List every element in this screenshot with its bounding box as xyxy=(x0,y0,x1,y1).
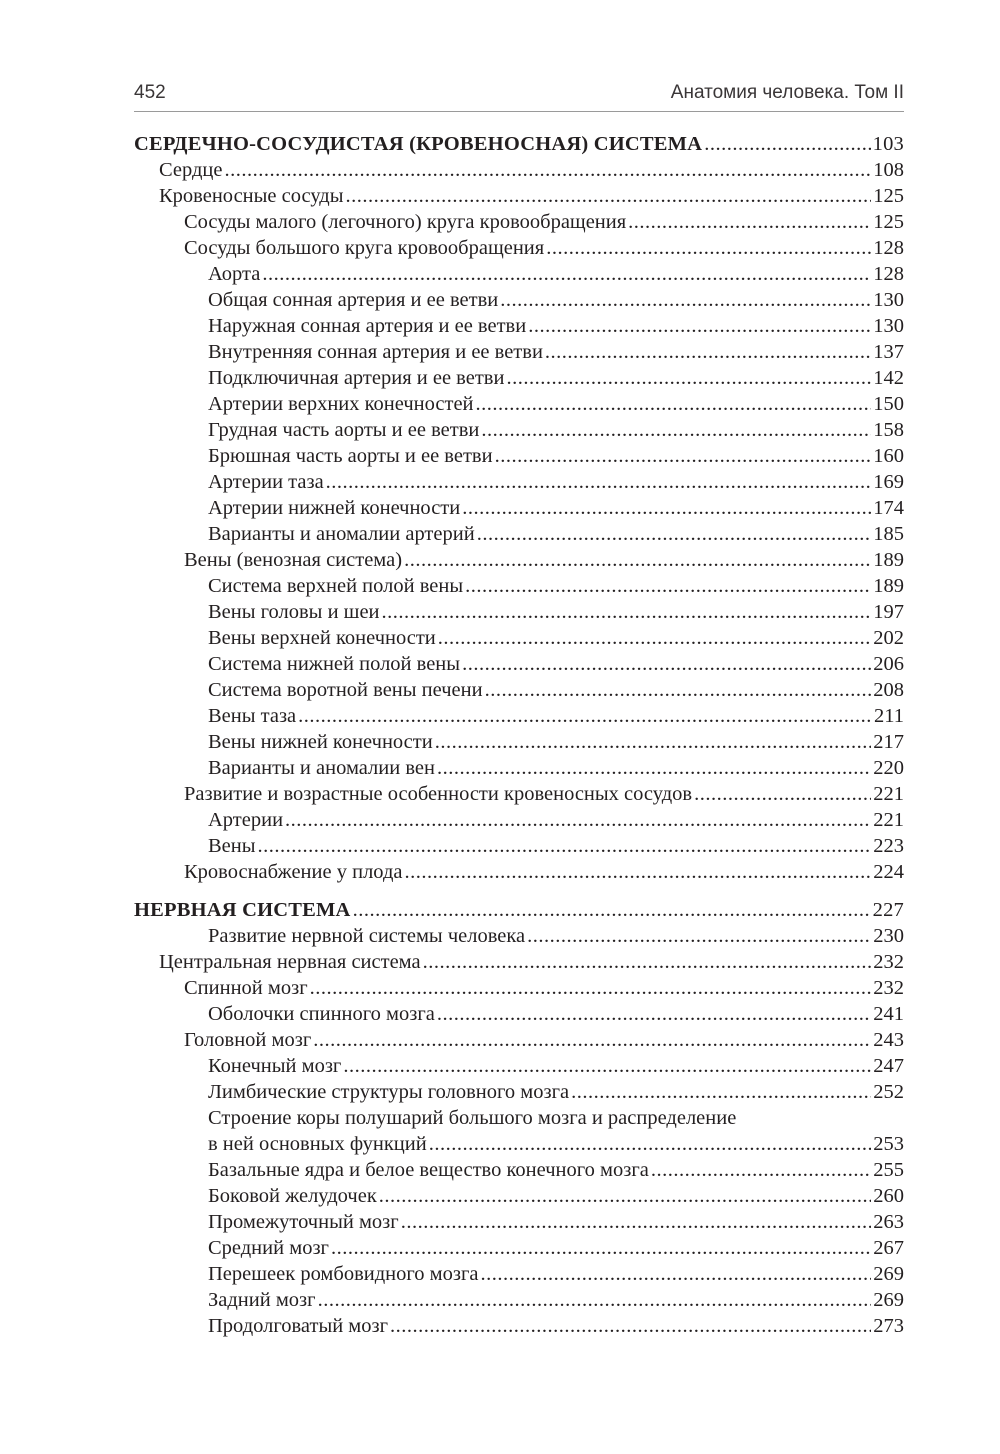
dot-leader xyxy=(285,807,871,833)
toc-entry-page: 197 xyxy=(873,601,904,623)
toc-entry[interactable] xyxy=(134,1157,904,1183)
toc-entry-title: Артерии xyxy=(208,809,284,831)
dot-leader xyxy=(462,495,871,521)
dot-leader xyxy=(343,1053,871,1079)
toc-entry-page: 158 xyxy=(873,419,904,441)
toc-entry-page: 103 xyxy=(872,133,904,155)
toc-entry[interactable] xyxy=(134,729,904,755)
dot-leader xyxy=(527,923,871,949)
toc-entry[interactable] xyxy=(134,1053,904,1079)
toc-entry-title: Вены xyxy=(208,835,256,857)
dot-leader xyxy=(462,651,871,677)
toc-entry-page: 247 xyxy=(873,1055,904,1077)
toc-entry[interactable] xyxy=(134,1287,904,1313)
toc-entry-page: 267 xyxy=(873,1237,904,1259)
dot-leader xyxy=(225,157,872,183)
toc-entry-page: 241 xyxy=(873,1003,904,1025)
dot-leader xyxy=(353,897,871,923)
toc-entry-page: 221 xyxy=(873,783,904,805)
toc-entry[interactable] xyxy=(134,677,904,703)
running-title: Анатомия человека. Том II xyxy=(670,82,904,103)
toc-entry-title: Задний мозг xyxy=(208,1289,316,1311)
page-number: 452 xyxy=(134,82,166,103)
dot-leader xyxy=(345,183,871,209)
toc-entry-title: Артерии нижней конечности xyxy=(208,497,461,519)
dot-leader xyxy=(313,1027,871,1053)
toc-entry-title: Конечный мозг xyxy=(208,1055,342,1077)
toc-entry[interactable] xyxy=(134,781,904,807)
toc-entry-page: 128 xyxy=(873,263,904,285)
toc-entry-page: 260 xyxy=(873,1185,904,1207)
toc-entry-title: Промежуточный мозг xyxy=(208,1211,399,1233)
toc-entry-title: Кровеносные сосуды xyxy=(159,185,344,207)
toc-entry-title: Боковой желудочек xyxy=(208,1185,377,1207)
toc-section-nervous-system[interactable] xyxy=(134,897,904,923)
toc-entry-title: Продолговатый мозг xyxy=(208,1315,389,1337)
toc-entry-page: 130 xyxy=(873,289,904,311)
toc-entry-title: Вены нижней конечности xyxy=(208,731,433,753)
toc-entry[interactable] xyxy=(134,443,904,469)
dot-leader xyxy=(310,975,872,1001)
toc-entry-page: 137 xyxy=(873,341,904,363)
toc-entry-page: 189 xyxy=(873,575,904,597)
toc-entry-title: Развитие нервной системы человека xyxy=(208,925,526,947)
toc-entry-page: 125 xyxy=(873,211,904,233)
dot-leader xyxy=(435,729,872,755)
dot-leader xyxy=(465,573,871,599)
toc-entry-page: 232 xyxy=(873,951,904,973)
dot-leader xyxy=(298,703,872,729)
toc-entry-page: 253 xyxy=(873,1133,904,1155)
toc-entry[interactable] xyxy=(134,391,904,417)
toc-entry-title: Внутренняя сонная артерия и ее ветви xyxy=(208,341,543,363)
toc-entry-title: Кровоснабжение у плода xyxy=(184,861,403,883)
toc-entry-page: 273 xyxy=(873,1315,904,1337)
toc-entry-page: 108 xyxy=(873,159,904,181)
toc-entry[interactable] xyxy=(134,651,904,677)
toc-entry-page: 232 xyxy=(873,977,904,999)
toc-entry[interactable] xyxy=(134,1209,904,1235)
toc-entry[interactable] xyxy=(134,1183,904,1209)
toc-entry-page: 269 xyxy=(873,1289,904,1311)
table-of-contents xyxy=(134,131,904,1339)
dot-leader xyxy=(500,287,871,313)
toc-entry[interactable] xyxy=(134,495,904,521)
toc-entry[interactable] xyxy=(134,1001,904,1027)
dot-leader xyxy=(545,339,871,365)
dot-leader xyxy=(651,1157,871,1183)
toc-entry-page: 211 xyxy=(874,705,904,727)
toc-entry-title: СЕРДЕЧНО-СОСУДИСТАЯ (КРОВЕНОСНАЯ) СИСТЕМА xyxy=(134,133,703,155)
toc-entry[interactable] xyxy=(134,157,904,183)
toc-entry-page: 150 xyxy=(873,393,904,415)
toc-entry[interactable] xyxy=(134,975,904,1001)
toc-entry[interactable] xyxy=(134,1313,904,1339)
dot-leader xyxy=(390,1313,871,1339)
toc-entry[interactable] xyxy=(134,547,904,573)
dot-leader xyxy=(480,1261,871,1287)
toc-entry-title: Система нижней полой вены xyxy=(208,653,461,675)
toc-entry[interactable] xyxy=(134,1079,904,1105)
toc-entry-title: Развитие и возрастные особенности кровеносных сосудов xyxy=(184,783,693,805)
dot-leader xyxy=(506,365,871,391)
page-header xyxy=(134,80,904,110)
dot-leader xyxy=(528,313,871,339)
toc-entry-page: 227 xyxy=(872,899,904,921)
toc-entry-page: 221 xyxy=(873,809,904,831)
toc-entry-page: 128 xyxy=(873,237,904,259)
toc-entry-page: 189 xyxy=(873,549,904,571)
toc-entry[interactable] xyxy=(134,183,904,209)
dot-leader xyxy=(382,599,872,625)
toc-entry-title: Средний мозг xyxy=(208,1237,329,1259)
toc-entry-title: Артерии таза xyxy=(208,471,324,493)
toc-entry[interactable] xyxy=(134,807,904,833)
header-divider xyxy=(134,111,904,112)
toc-entry-title: Наружная сонная артерия и ее ветви xyxy=(208,315,527,337)
toc-entry-page: 185 xyxy=(873,523,904,545)
toc-entry-title: Центральная нервная система xyxy=(159,951,421,973)
toc-entry-title: Вены таза xyxy=(208,705,297,727)
dot-leader xyxy=(477,521,872,547)
toc-entry-page: 220 xyxy=(873,757,904,779)
toc-entry-title: Подключичная артерия и ее ветви xyxy=(208,367,505,389)
toc-section-cardiovascular[interactable] xyxy=(134,131,904,157)
dot-leader xyxy=(401,1209,872,1235)
dot-leader xyxy=(704,131,870,157)
toc-entry-page: 174 xyxy=(873,497,904,519)
toc-entry-page: 202 xyxy=(873,627,904,649)
toc-entry-title: Сосуды малого (легочного) круга кровообращения xyxy=(184,211,627,233)
toc-entry-title: Лимбические структуры головного мозга xyxy=(208,1081,570,1103)
toc-entry-title: Грудная часть аорты и ее ветви xyxy=(208,419,480,441)
toc-entry-page: 252 xyxy=(873,1081,904,1103)
toc-entry[interactable] xyxy=(134,469,904,495)
toc-entry-title: Система воротной вены печени xyxy=(208,679,483,701)
toc-entry-title: Варианты и аномалии вен xyxy=(208,757,435,779)
toc-entry-page: 224 xyxy=(873,861,904,883)
toc-entry-continuation xyxy=(134,1131,904,1157)
toc-entry-title: Спинной мозг xyxy=(184,977,308,999)
toc-entry[interactable] xyxy=(134,833,904,859)
dot-leader xyxy=(262,261,871,287)
dot-leader xyxy=(258,833,872,859)
toc-entry-title: Перешеек ромбовидного мозга xyxy=(208,1263,479,1285)
toc-entry[interactable] xyxy=(134,287,904,313)
toc-entry-page: 223 xyxy=(873,835,904,857)
toc-entry-title: Общая сонная артерия и ее ветви xyxy=(208,289,499,311)
dot-leader xyxy=(481,417,871,443)
toc-entry[interactable] xyxy=(134,1235,904,1261)
toc-entry[interactable] xyxy=(134,235,904,261)
toc-entry-page: 142 xyxy=(873,367,904,389)
toc-entry[interactable] xyxy=(134,949,904,975)
toc-entry-page: 269 xyxy=(873,1263,904,1285)
toc-entry-title: Строение коры полушарий большого мозга и распределение xyxy=(208,1107,737,1129)
toc-entry-page: 243 xyxy=(873,1029,904,1051)
toc-entry-page: 169 xyxy=(873,471,904,493)
toc-entry-multiline[interactable] xyxy=(134,1105,904,1157)
toc-entry-title: Варианты и аномалии артерий xyxy=(208,523,475,545)
toc-entry[interactable] xyxy=(134,923,904,949)
dot-leader xyxy=(404,859,871,885)
toc-entry-page: 130 xyxy=(873,315,904,337)
toc-entry-title: Сосуды большого круга кровообращения xyxy=(184,237,545,259)
toc-entry[interactable] xyxy=(134,261,904,287)
dot-leader xyxy=(423,949,872,975)
toc-entry-title: Аорта xyxy=(208,263,261,285)
toc-entry-title: Вены (венозная система) xyxy=(184,549,403,571)
toc-entry[interactable] xyxy=(134,521,904,547)
dot-leader xyxy=(437,755,871,781)
toc-entry[interactable] xyxy=(134,859,904,885)
toc-entry-page: 125 xyxy=(873,185,904,207)
toc-entry[interactable] xyxy=(134,755,904,781)
toc-entry-page: 206 xyxy=(873,653,904,675)
dot-leader xyxy=(326,469,872,495)
dot-leader xyxy=(485,677,872,703)
toc-entry[interactable] xyxy=(134,417,904,443)
toc-entry-title: Головной мозг xyxy=(184,1029,312,1051)
toc-entry[interactable] xyxy=(134,599,904,625)
toc-entry-title: Оболочки спинного мозга xyxy=(208,1003,435,1025)
dot-leader xyxy=(628,209,871,235)
dot-leader xyxy=(318,1287,872,1313)
toc-entry-title: НЕРВНАЯ СИСТЕМА xyxy=(134,899,351,921)
toc-entry[interactable] xyxy=(134,1261,904,1287)
toc-entry[interactable] xyxy=(134,1027,904,1053)
toc-entry-title: Вены верхней конечности xyxy=(208,627,436,649)
dot-leader xyxy=(546,235,871,261)
toc-entry-title: Артерии верхних конечностей xyxy=(208,393,474,415)
toc-entry-page: 160 xyxy=(873,445,904,467)
dot-leader xyxy=(379,1183,871,1209)
toc-entry-title: Брюшная часть аорты и ее ветви xyxy=(208,445,493,467)
toc-entry[interactable] xyxy=(134,339,904,365)
toc-entry[interactable] xyxy=(134,573,904,599)
dot-leader xyxy=(476,391,872,417)
toc-entry-page: 230 xyxy=(873,925,904,947)
dot-leader xyxy=(571,1079,871,1105)
toc-entry-title: Сердце xyxy=(159,159,223,181)
dot-leader xyxy=(438,625,871,651)
toc-entry-title: Базальные ядра и белое вещество конечного мозга xyxy=(208,1159,649,1181)
dot-leader xyxy=(495,443,872,469)
toc-entry[interactable] xyxy=(134,365,904,391)
toc-entry-title-continuation: в ней основных функций xyxy=(208,1133,427,1155)
toc-entry-page: 208 xyxy=(873,679,904,701)
toc-entry-page: 255 xyxy=(873,1159,904,1181)
dot-leader xyxy=(694,781,871,807)
toc-entry[interactable] xyxy=(134,703,904,729)
dot-leader xyxy=(331,1235,871,1261)
dot-leader xyxy=(429,1131,872,1157)
toc-entry-title: Вены головы и шеи xyxy=(208,601,380,623)
toc-entry[interactable] xyxy=(134,625,904,651)
dot-leader xyxy=(437,1001,871,1027)
toc-entry[interactable] xyxy=(134,209,904,235)
toc-entry[interactable] xyxy=(134,313,904,339)
dot-leader xyxy=(404,547,871,573)
toc-entry-title: Система верхней полой вены xyxy=(208,575,464,597)
toc-entry-page: 263 xyxy=(873,1211,904,1233)
toc-entry-page: 217 xyxy=(873,731,904,753)
